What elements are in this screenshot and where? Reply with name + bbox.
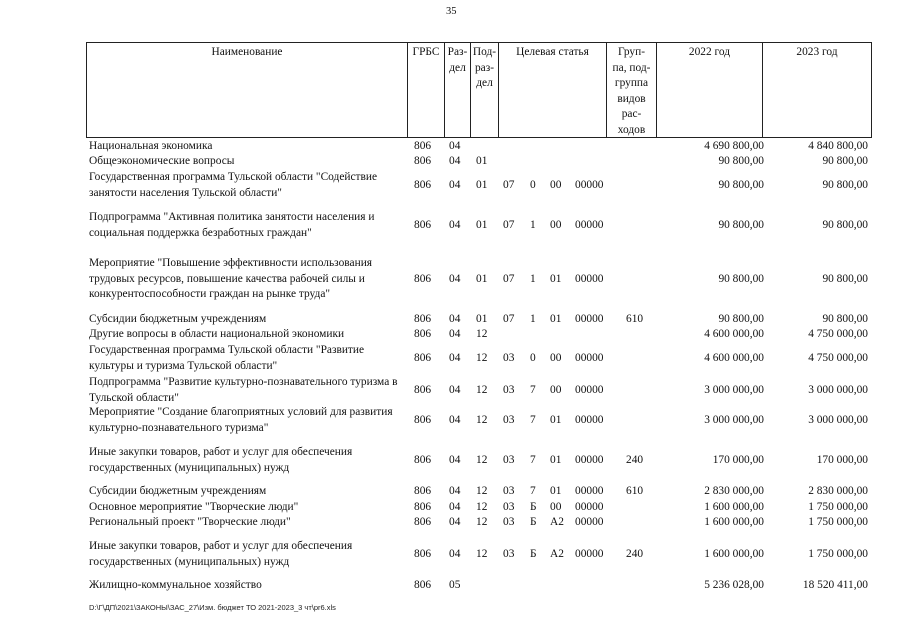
- row-name: Мероприятие "Создание благоприятных условий для развития культурно-познавательного туризма": [89, 406, 393, 434]
- cell-podrazdel: 12: [476, 547, 488, 560]
- cell-razdel: 04: [449, 501, 461, 513]
- cell-v2022: 1 600 000,00: [704, 547, 764, 560]
- cell-v2023: 2 830 000,00: [808, 485, 868, 497]
- cell-group: 610: [626, 313, 644, 325]
- cell-t4: 00000: [575, 313, 604, 325]
- header-2023: 2023 год: [762, 42, 872, 138]
- cell-t1: 03: [503, 383, 515, 396]
- cell-v2023: 3 000 000,00: [808, 383, 868, 396]
- cell-podrazdel: 12: [476, 485, 488, 497]
- cell-grbs: 806: [414, 579, 432, 591]
- cell-grbs: 806: [414, 272, 432, 285]
- cell-t3: 01: [550, 453, 562, 466]
- row-name: Подпрограмма "Развитие культурно-познавательного туризма в Тульской области": [89, 376, 398, 404]
- cell-podrazdel: 12: [476, 383, 488, 396]
- row-name: Региональный проект "Творческие люди": [89, 516, 291, 528]
- row-name: Подпрограмма "Активная политика занятости населения и социальная поддержка безработных граждан": [89, 211, 375, 239]
- cell-t1: 03: [503, 547, 515, 560]
- cell-t2: 7: [530, 453, 536, 466]
- cell-podrazdel: 12: [476, 516, 488, 528]
- cell-razdel: 04: [449, 178, 461, 191]
- cell-t2: Б: [530, 501, 537, 513]
- cell-razdel: 04: [449, 351, 461, 364]
- cell-v2022: 90 800,00: [718, 218, 764, 231]
- cell-v2022: 4 690 800,00: [704, 140, 764, 152]
- cell-v2022: 4 600 000,00: [704, 328, 764, 340]
- cell-t2: 7: [530, 383, 536, 396]
- cell-t4: 00000: [575, 485, 604, 497]
- header-name: Наименование: [86, 42, 407, 138]
- cell-v2023: 4 840 800,00: [808, 140, 868, 152]
- cell-t4: 00000: [575, 547, 604, 560]
- cell-razdel: 04: [449, 218, 461, 231]
- cell-t4: 00000: [575, 383, 604, 396]
- cell-t4: 00000: [575, 351, 604, 364]
- cell-grbs: 806: [414, 178, 432, 191]
- cell-podrazdel: 12: [476, 501, 488, 513]
- cell-razdel: 04: [449, 328, 461, 340]
- cell-t2: 1: [530, 272, 536, 285]
- cell-t1: 07: [503, 313, 515, 325]
- cell-group: 240: [626, 547, 644, 560]
- row-name: Государственная программа Тульской области "Содействие занятости населения Тульской области": [89, 171, 378, 199]
- cell-t3: 00: [550, 218, 562, 231]
- cell-v2022: 170 000,00: [712, 453, 764, 466]
- cell-v2022: 4 600 000,00: [704, 351, 764, 364]
- cell-grbs: 806: [414, 351, 432, 364]
- cell-podrazdel: 12: [476, 413, 488, 426]
- cell-t4: 00000: [575, 516, 604, 528]
- row-name: Общеэкономические вопросы: [89, 155, 235, 167]
- cell-podrazdel: 01: [476, 272, 488, 285]
- cell-v2023: 90 800,00: [822, 272, 868, 285]
- row-name: Иные закупки товаров, работ и услуг для обеспечения государственных (муниципальных) нужд: [89, 446, 353, 474]
- cell-v2023: 170 000,00: [816, 453, 868, 466]
- cell-v2022: 90 800,00: [718, 272, 764, 285]
- cell-v2022: 3 000 000,00: [704, 383, 764, 396]
- cell-t2: 7: [530, 485, 536, 497]
- cell-t4: 00000: [575, 413, 604, 426]
- cell-t4: 00000: [575, 453, 604, 466]
- cell-t2: 7: [530, 413, 536, 426]
- cell-v2022: 5 236 028,00: [704, 579, 764, 591]
- header-podrazdel: Под- раз- дел: [470, 42, 498, 138]
- cell-razdel: 04: [449, 313, 461, 325]
- cell-t3: 01: [550, 272, 562, 285]
- cell-t4: 00000: [575, 218, 604, 231]
- cell-t3: А2: [550, 547, 564, 560]
- cell-razdel: 04: [449, 485, 461, 497]
- cell-v2023: 3 000 000,00: [808, 413, 868, 426]
- cell-razdel: 05: [449, 579, 461, 591]
- cell-t1: 03: [503, 485, 515, 497]
- cell-t2: 0: [530, 178, 536, 191]
- cell-t3: 01: [550, 413, 562, 426]
- cell-razdel: 04: [449, 155, 461, 167]
- cell-podrazdel: 01: [476, 313, 488, 325]
- cell-v2022: 3 000 000,00: [704, 413, 764, 426]
- cell-podrazdel: 12: [476, 351, 488, 364]
- cell-grbs: 806: [414, 155, 432, 167]
- cell-grbs: 806: [414, 485, 432, 497]
- cell-podrazdel: 01: [476, 178, 488, 191]
- row-name: Национальная экономика: [89, 140, 213, 152]
- cell-t2: Б: [530, 547, 537, 560]
- cell-t2: 1: [530, 218, 536, 231]
- cell-t1: 07: [503, 218, 515, 231]
- cell-t4: 00000: [575, 501, 604, 513]
- table-header: [86, 42, 872, 138]
- cell-podrazdel: 01: [476, 218, 488, 231]
- cell-razdel: 04: [449, 272, 461, 285]
- cell-podrazdel: 01: [476, 155, 488, 167]
- cell-t1: 07: [503, 272, 515, 285]
- row-name: Субсидии бюджетным учреждениям: [89, 313, 267, 325]
- cell-grbs: 806: [414, 218, 432, 231]
- cell-razdel: 04: [449, 413, 461, 426]
- cell-razdel: 04: [449, 383, 461, 396]
- cell-v2022: 90 800,00: [718, 313, 764, 325]
- cell-v2022: 90 800,00: [718, 178, 764, 191]
- cell-t3: 00: [550, 178, 562, 191]
- cell-razdel: 04: [449, 516, 461, 528]
- page-number: 35: [446, 6, 457, 17]
- file-path-footer: D:\Г\ДП\2021\ЗАКОНЫ\ЗАС_27\Изм. бюджет ТО 2021-2023_3 чт\pr6.xls: [89, 603, 336, 612]
- cell-v2022: 2 830 000,00: [704, 485, 764, 497]
- cell-grbs: 806: [414, 313, 432, 325]
- cell-v2023: 4 750 000,00: [808, 328, 868, 340]
- cell-v2022: 1 600 000,00: [704, 501, 764, 513]
- cell-t1: 03: [503, 501, 515, 513]
- cell-group: 610: [626, 485, 644, 497]
- cell-t2: Б: [530, 516, 537, 528]
- row-name: Мероприятие "Повышение эффективности использования трудовых ресурсов, повышение качества рабочей силы и конкурентоспособности граждан на рынке труда": [89, 257, 373, 300]
- cell-t4: 00000: [575, 178, 604, 191]
- cell-v2023: 90 800,00: [822, 155, 868, 167]
- cell-t3: 00: [550, 383, 562, 396]
- cell-v2023: 1 750 000,00: [808, 516, 868, 528]
- cell-v2022: 90 800,00: [718, 155, 764, 167]
- cell-v2023: 90 800,00: [822, 178, 868, 191]
- cell-t4: 00000: [575, 272, 604, 285]
- cell-v2023: 1 750 000,00: [808, 547, 868, 560]
- header-2022: 2022 год: [656, 42, 762, 138]
- cell-podrazdel: 12: [476, 453, 488, 466]
- cell-t3: 00: [550, 351, 562, 364]
- cell-t2: 0: [530, 351, 536, 364]
- cell-t1: 03: [503, 413, 515, 426]
- cell-grbs: 806: [414, 547, 432, 560]
- cell-grbs: 806: [414, 501, 432, 513]
- header-grbs: ГРБС: [407, 42, 444, 138]
- cell-group: 240: [626, 453, 644, 466]
- row-name: Жилищно-коммунальное хозяйство: [89, 579, 262, 591]
- cell-t3: 00: [550, 501, 562, 513]
- cell-razdel: 04: [449, 140, 461, 152]
- cell-grbs: 806: [414, 413, 432, 426]
- cell-grbs: 806: [414, 328, 432, 340]
- cell-t1: 03: [503, 351, 515, 364]
- cell-t3: 01: [550, 313, 562, 325]
- cell-t1: 03: [503, 453, 515, 466]
- header-target: Целевая статья: [498, 42, 606, 138]
- cell-t2: 1: [530, 313, 536, 325]
- header-razdel: Раз- дел: [444, 42, 470, 138]
- row-name: Иные закупки товаров, работ и услуг для обеспечения государственных (муниципальных) нужд: [89, 540, 353, 568]
- cell-t3: А2: [550, 516, 564, 528]
- header-group: Груп- па, под- группа видов рас- ходов: [606, 42, 656, 138]
- cell-v2022: 1 600 000,00: [704, 516, 764, 528]
- cell-v2023: 4 750 000,00: [808, 351, 868, 364]
- cell-v2023: 18 520 411,00: [802, 579, 868, 591]
- cell-podrazdel: 12: [476, 328, 488, 340]
- cell-razdel: 04: [449, 453, 461, 466]
- cell-v2023: 90 800,00: [822, 218, 868, 231]
- cell-t3: 01: [550, 485, 562, 497]
- cell-grbs: 806: [414, 383, 432, 396]
- cell-grbs: 806: [414, 516, 432, 528]
- cell-t1: 03: [503, 516, 515, 528]
- row-name: Субсидии бюджетным учреждениям: [89, 485, 267, 497]
- cell-grbs: 806: [414, 453, 432, 466]
- cell-v2023: 90 800,00: [822, 313, 868, 325]
- row-name: Основное мероприятие "Творческие люди": [89, 501, 299, 513]
- row-name: Государственная программа Тульской области "Развитие культуры и туризма Тульской области": [89, 344, 365, 372]
- cell-v2023: 1 750 000,00: [808, 501, 868, 513]
- row-name: Другие вопросы в области национальной экономики: [89, 328, 345, 340]
- cell-t1: 07: [503, 178, 515, 191]
- cell-grbs: 806: [414, 140, 432, 152]
- cell-razdel: 04: [449, 547, 461, 560]
